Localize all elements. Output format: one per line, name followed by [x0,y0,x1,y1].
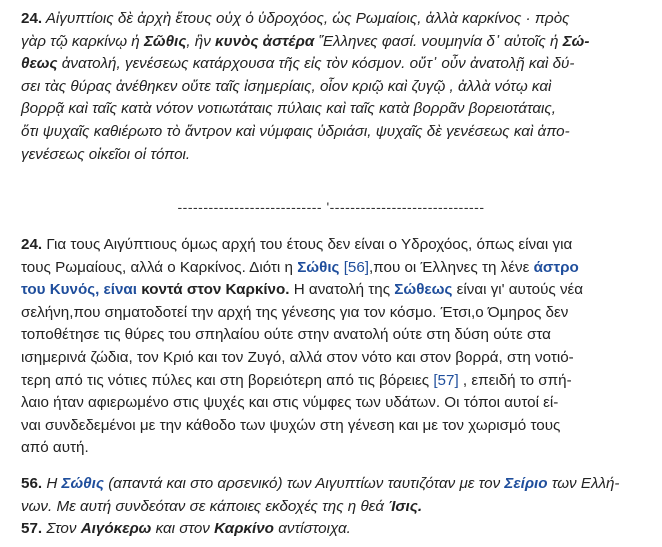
sothis-term: Σῶθις [143,32,187,50]
sothis-term: Σώθις [297,258,340,276]
footnote-ref-56[interactable]: [56] [339,258,370,276]
dog-star-term: κυνὸς ἀστέρα [215,32,315,50]
dog-star-term: του Κυνός, είναι [21,281,137,299]
paragraph-number: 24. [21,236,43,253]
footnotes: 56. Η Σώθις (απαντά και στο αρσενικό) των Αιγυπτίων ταυτιζόταν με τον Σείριο των Ελλή- νων. Με αυτή συνδεόταν σε κάποιες εκδοχές της η θεά Ίσις. 57. Στον Αιγόκερω και στον Καρκίνο αντίστοιχα. [21,473,647,541]
modern-greek-translation: 24. Για τους Αιγύπτιους όμως αρχή του έτους δεν είναι ο Υδροχόος, όπως είναι για τους Ρωμαίους, αλλά ο Καρκίνος. Διότι η Σώθις [56],που οι Έλληνες τη λένε άστρο του Κυνός, είναι κοντά στον Καρκίνο. Η ανατολή της Σώθεως είναι γι' αυτούς νέα σελήνη,που σηματοδοτεί την αρχή της γένεσης για τον κόσμο. Έτσι,ο Όμηρος δεν τοποθέτησε τις θύρες του σπηλαίου ούτε στην ανατολή ούτε στη δύση ούτε στα ισημερινά ζώδια, τον Κριό και τον Ζυγό, αλλά στον νότο και στον βορρά, στη νοτιό- τερη από τις νότιες πύλες και στη βορειότερη από τις βόρειες [57] , επειδή το σπή- λαιο ήταν αφιερωμένο στις ψυχές και στις νύμφες των υδάτων. Οι τόποι αυτοί εί- ναι συνδεδεμένοι με την κάθοδο των ψυχών στη γένεση και με τον χωρισμό τους από αυτή. [21,236,584,457]
footnote-ref-57[interactable]: [57] [433,371,459,389]
footnote-57: 57. Στον Αιγόκερω και στον Καρκίνο αντίστοιχα. [21,520,351,538]
footnote-56: 56. Η Σώθις (απαντά και στο αρσενικό) των Αιγυπτίων ταυτιζόταν με τον Σείριο των Ελλή- [21,475,620,492]
ancient-greek-paragraph: 24. Αἰγυπτίοις δὲ ἀρχὴ ἔτους οὐχ ὁ ὑδροχόος, ὡς Ρωμαίοις, ἀλλὰ καρκίνος · πρὸς γὰρ τῷ καρκίνῳ ἡ Σῶθις, ἣν κυνὸς ἀστέρα Ἕλληνες φασί. νουμηνία δ᾽ αὐτοῖς ἡ Σώ- θεως ἀνατολή, γενέσεως κατάρχουσα τῆς εἰς τὸν κόσμον. οὔτ᾽ οὖν ἀνατολῇ καὶ δύ- σει τὰς θύρας ἀνέθηκεν οὔτε ταῖς ἰσημερίαις, οἷον κριῷ καὶ ζυγῷ , ἀλλὰ νότῳ καὶ βορρᾷ καὶ ταῖς κατὰ νότον νοτιωτάταις πύλαις καὶ ταῖς κατὰ βορρᾶν βορειοτάταις, ὅτι ψυχαῖς καθιέρωτο τὸ ἄντρον καὶ νύμφαις ὑδριάσι, ψυχαῖς δὲ γενέσεως καὶ ἀπο- γενέσεως οἰκεῖοι οἱ τόποι. [21,10,590,163]
section-separator: ---------------------------- '------------------------------ [177,199,485,215]
paragraph-number: 24. [21,10,43,27]
